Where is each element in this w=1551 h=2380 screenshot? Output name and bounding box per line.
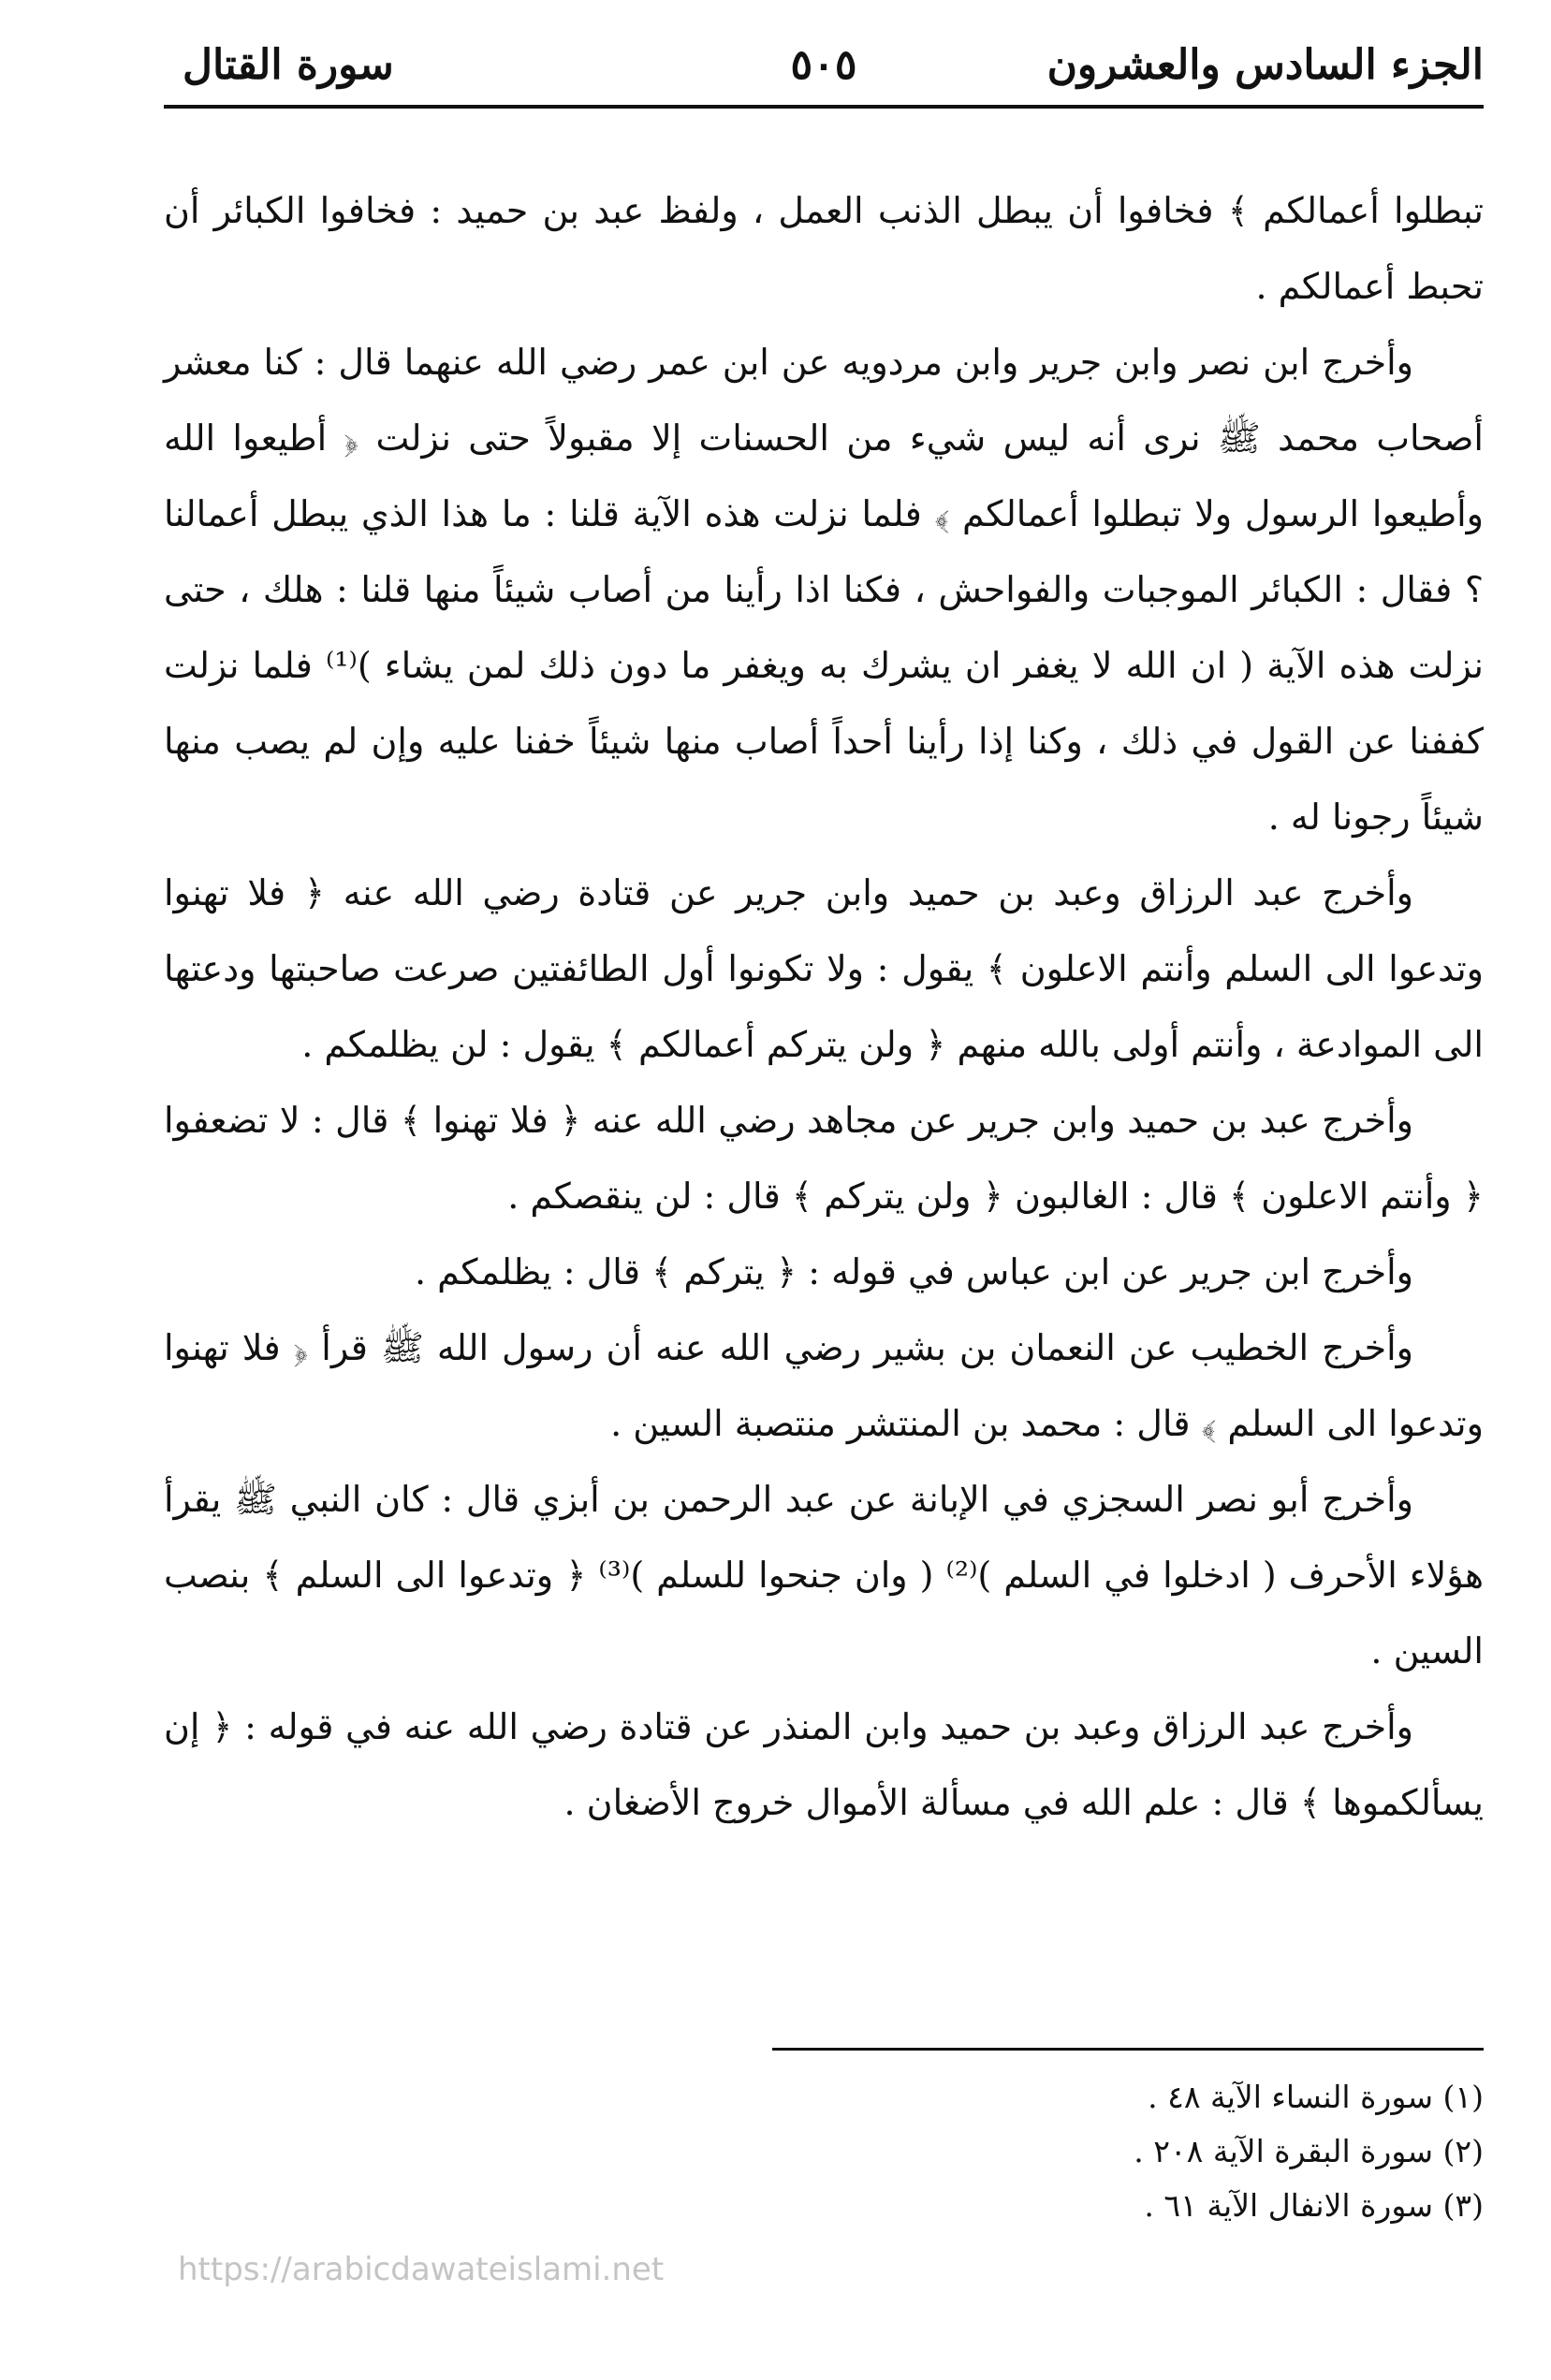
footnote: (٢) سورة البقرة الآية ٢٠٨ . (1134, 2133, 1484, 2169)
page-header (164, 28, 1484, 103)
paragraph: وأخرج عبد الرزاق وعبد بن حميد وابن المنذر عن قتادة رضي الله عنه في قوله : ﴿ إن يسألكموها ﴾ قال : علم الله في مسألة الأموال خروج الأضغان . (164, 1706, 1484, 1823)
footnote: (٣) سورة الانفال الآية ٦١ . (1144, 2187, 1484, 2224)
paragraph: تبطلوا أعمالكم ﴾ فخافوا أن يبطل الذنب العمل ، ولفظ عبد بن حميد : فخافوا الكبائر أن تحبط أعمالكم . (164, 190, 1484, 307)
footnotes (164, 2070, 1484, 2233)
paragraph: وأخرج ابن جرير عن ابن عباس في قوله : ﴿ يتركم ﴾ قال : يظلمكم . (414, 1251, 1413, 1292)
paragraph: وأخرج ابن نصر وابن جرير وابن مردويه عن ابن عمر رضي الله عنهما قال : كنا معشر أصحاب محمد ﷺ نرى أنه ليس شيء من الحسنات إلا مقبولاً حتى نزلت ﴿ أطيعوا الله وأطيعوا الرسول ولا تبطلوا أعمالكم ﴾ فلما نزلت هذه الآية قلنا : ما هذا الذي يبطل أعمالنا ؟ فقال : الكبائر الموجبات والفواحش ، فكنا اذا رأينا من أصاب شيئاً منها قلنا : هلك ، حتى نزلت هذه الآية ( ان الله لا يغفر ان يشرك به ويغفر ما دون ذلك لمن يشاء )⁽¹⁾ فلما نزلت كففنا عن القول في ذلك ، وكنا إذا رأينا أحداً أصاب منها شيئاً خفنا عليه وإن لم يصب منها شيئاً رجونا له . (164, 342, 1484, 838)
paragraph: وأخرج الخطيب عن النعمان بن بشير رضي الله عنه أن رسول الله ﷺ قرأ ﴿ فلا تهنوا وتدعوا الى السلم ﴾ قال : محمد بن المنتشر منتصبة السين . (164, 1327, 1484, 1444)
main-text (164, 173, 1484, 1841)
footnote-divider (772, 2048, 1484, 2051)
footnote: (١) سورة النساء الآية ٤٨ . (1148, 2079, 1484, 2115)
watermark-url: https://arabicdawateislami.net (178, 2251, 665, 2288)
paragraph: وأخرج أبو نصر السجزي في الإبانة عن عبد الرحمن بن أبزي قال : كان النبي ﷺ يقرأ هؤلاء الأحرف ( ادخلوا في السلم )⁽²⁾ ( وان جنحوا للسلم )⁽³⁾ ﴿ وتدعوا الى السلم ﴾ بنصب السين . (164, 1479, 1484, 1672)
surah-title: سورة القتال (183, 41, 394, 89)
book-page (164, 0, 1484, 2380)
page-number: ٥٠٥ (790, 41, 857, 89)
part-title: الجزء السادس والعشرون (1046, 41, 1484, 89)
paragraph: وأخرج عبد الرزاق وعبد بن حميد وابن جرير عن قتادة رضي الله عنه ﴿ فلا تهنوا وتدعوا الى السلم وأنتم الاعلون ﴾ يقول : ولا تكونوا أول الطائفتين صرعت صاحبتها ودعتها الى الموادعة ، وأنتم أولى بالله منهم ﴿ ولن يتركم أعمالكم ﴾ يقول : لن يظلمكم . (164, 872, 1484, 1065)
header-divider (164, 105, 1484, 109)
paragraph: وأخرج عبد بن حميد وابن جرير عن مجاهد رضي الله عنه ﴿ فلا تهنوا ﴾ قال : لا تضعفوا ﴿ وأنتم الاعلون ﴾ قال : الغالبون ﴿ ولن يتركم ﴾ قال : لن ينقصكم . (164, 1100, 1484, 1217)
